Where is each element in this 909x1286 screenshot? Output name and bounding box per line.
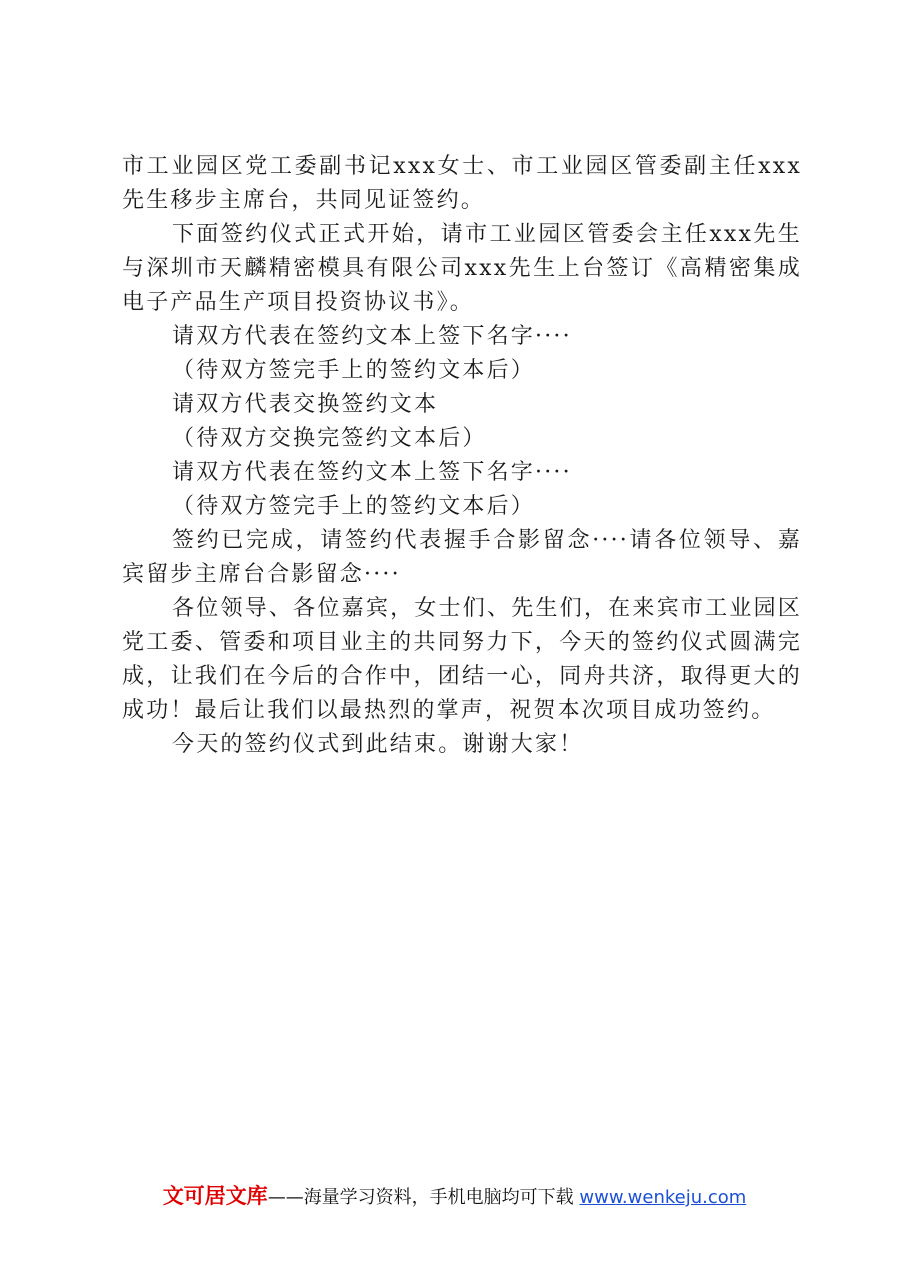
paragraph-8: （待双方签完手上的签约文本后） [172,494,536,519]
paragraph-3: 请双方代表在签约文本上签下名字···· [172,324,572,349]
paragraph-10: 各位领导、各位嘉宾，女士们、先生们，在来宾市工业园区党工委、管委和项目业主的共同努力下，今天的签约仪式圆满完成，让我们在今后的合作中，团结一心，同舟共济，取得更大的成功！最后让我们以最热烈的掌声，祝贺本次项目成功签约。 [122,596,802,723]
footer-tagline: ——海量学习资料，手机电脑均可下载 [267,1187,574,1208]
document-body [122,150,802,762]
paragraph-6: （待双方交换完签约文本后） [172,426,487,451]
paragraph-9: 签约已完成，请签约代表握手合影留念····请各位领导、嘉宾留步主席台合影留念···· [122,528,802,587]
footer-website-link[interactable]: www.wenkeju.com [579,1187,747,1208]
paragraph-7: 请双方代表在签约文本上签下名字···· [172,460,572,485]
paragraph-4: （待双方签完手上的签约文本后） [172,358,536,383]
paragraph-1: 市工业园区党工委副书记xxx女士、市工业园区管委副主任xxx先生移步主席台，共同见证签约。 [122,154,802,213]
paragraph-5: 请双方代表交换签约文本 [172,392,439,417]
footer-banner [0,1183,909,1211]
paragraph-11: 今天的签约仪式到此结束。谢谢大家！ [172,732,584,757]
footer-brand: 文可居文库 [162,1184,268,1208]
paragraph-2: 下面签约仪式正式开始，请市工业园区管委会主任xxx先生与深圳市天麟精密模具有限公司xxx先生上台签订《高精密集成电子产品生产项目投资协议书》。 [122,222,802,315]
